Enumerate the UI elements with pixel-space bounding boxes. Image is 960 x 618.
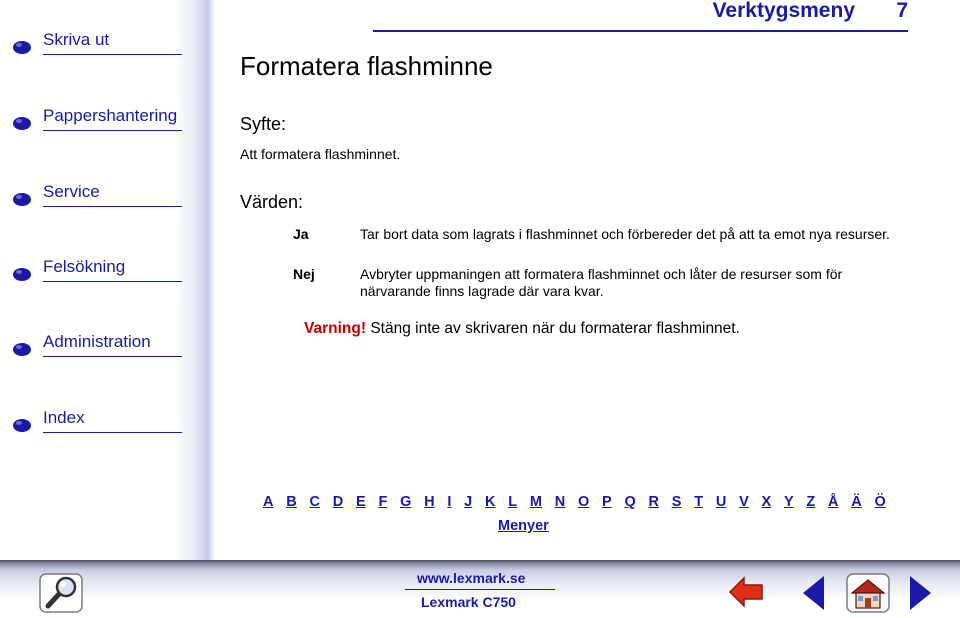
bullet-icon [12,40,32,55]
index-letter-link[interactable]: X [761,494,772,510]
sidebar-item-service[interactable] [12,180,182,210]
bullet-icon [12,342,32,357]
menus-link[interactable]: Menyer [498,518,549,534]
index-letter-link[interactable]: J [464,494,473,510]
website-link[interactable]: www.lexmark.se [417,570,526,586]
section-title: Verktygsmeny [712,0,855,22]
bullet-icon [12,192,32,207]
sidebar-item-label: Administration [43,332,151,351]
page-number: 7 [896,0,908,22]
value-key-nej: Nej [293,266,315,282]
index-letter-link[interactable]: Z [806,494,816,510]
page-title: Formatera flashminne [240,51,493,81]
index-letter-link[interactable]: G [400,494,412,510]
index-letter-link[interactable]: T [694,494,704,510]
sidebar-item-label: Index [43,408,85,427]
index-letter-link[interactable]: A [263,494,274,510]
purpose-heading: Syfte: [240,114,287,134]
divider [43,54,182,55]
index-letter-link[interactable]: Y [783,494,794,510]
warning-note [304,320,740,338]
index-letter-link[interactable]: Å [828,494,839,510]
index-letter-link[interactable]: U [715,494,727,510]
index-letter-link[interactable]: B [286,494,297,510]
sidebar-item-label: Felsökning [43,257,126,276]
divider [43,281,182,282]
sidebar-item-index[interactable] [12,406,182,436]
index-letter-link[interactable]: I [447,494,452,510]
warning-text: Stäng inte av skrivaren när du formaterar flashminnet. [366,320,740,337]
sidebar-item-administration[interactable] [12,330,182,360]
magnifier-icon[interactable] [38,572,84,614]
values-heading: Värden: [240,192,304,212]
bullet-icon [12,116,32,131]
bullet-icon [12,267,32,282]
warning-label: Varning! [304,320,367,337]
index-letter-link[interactable]: K [485,494,496,510]
index-letter-link[interactable]: P [602,494,612,510]
index-letter-link[interactable]: Ö [874,494,886,510]
index-letter-link[interactable]: D [332,494,344,510]
home-icon[interactable] [845,572,891,614]
index-letter-link[interactable]: V [739,494,749,510]
sidebar [0,0,215,560]
value-desc-nej: Avbryter uppmaningen att formatera flashminnet och låter de resurser som för närvarande finns lagrade där vara kvar. [360,266,843,299]
sidebar-item-label: Service [43,182,100,201]
header-divider [373,30,908,32]
index-letter-link[interactable]: R [648,494,659,510]
index-letter-link[interactable]: L [508,494,518,510]
index-letter-link[interactable]: F [378,494,388,510]
index-letter-link[interactable]: O [577,494,590,510]
index-letter-link[interactable]: M [529,494,542,510]
index-letter-link[interactable]: C [309,494,320,510]
index-letter-link[interactable]: S [671,494,682,510]
value-desc-ja: Tar bort data som lagrats i flashminnet och förbereder det på att ta emot nya resurser. [360,226,890,242]
model-name: Lexmark C750 [421,594,516,610]
divider [43,130,182,131]
sidebar-item-skriva-ut[interactable] [12,28,182,58]
divider [43,432,182,433]
sidebar-item-label: Skriva ut [43,30,110,49]
value-key-ja: Ja [293,226,309,242]
next-page-icon[interactable] [908,574,934,612]
sidebar-item-label: Pappershantering [43,106,178,125]
previous-page-icon[interactable] [800,574,826,612]
footer-divider [405,589,555,590]
index-letter-link[interactable]: N [554,494,566,510]
divider [43,206,182,207]
index-letter-link[interactable]: H [424,494,435,510]
back-arrow-icon[interactable] [728,574,764,610]
index-letter-link[interactable]: Ä [851,494,862,510]
divider [43,356,182,357]
alphabet-index [263,494,886,510]
index-letter-link[interactable]: E [356,494,366,510]
index-letter-link[interactable]: Q [624,494,636,510]
purpose-text: Att formatera flashminnet. [240,146,401,162]
sidebar-item-felsokning[interactable] [12,255,182,285]
sidebar-item-pappershantering[interactable] [12,104,182,134]
bullet-icon [12,418,32,433]
